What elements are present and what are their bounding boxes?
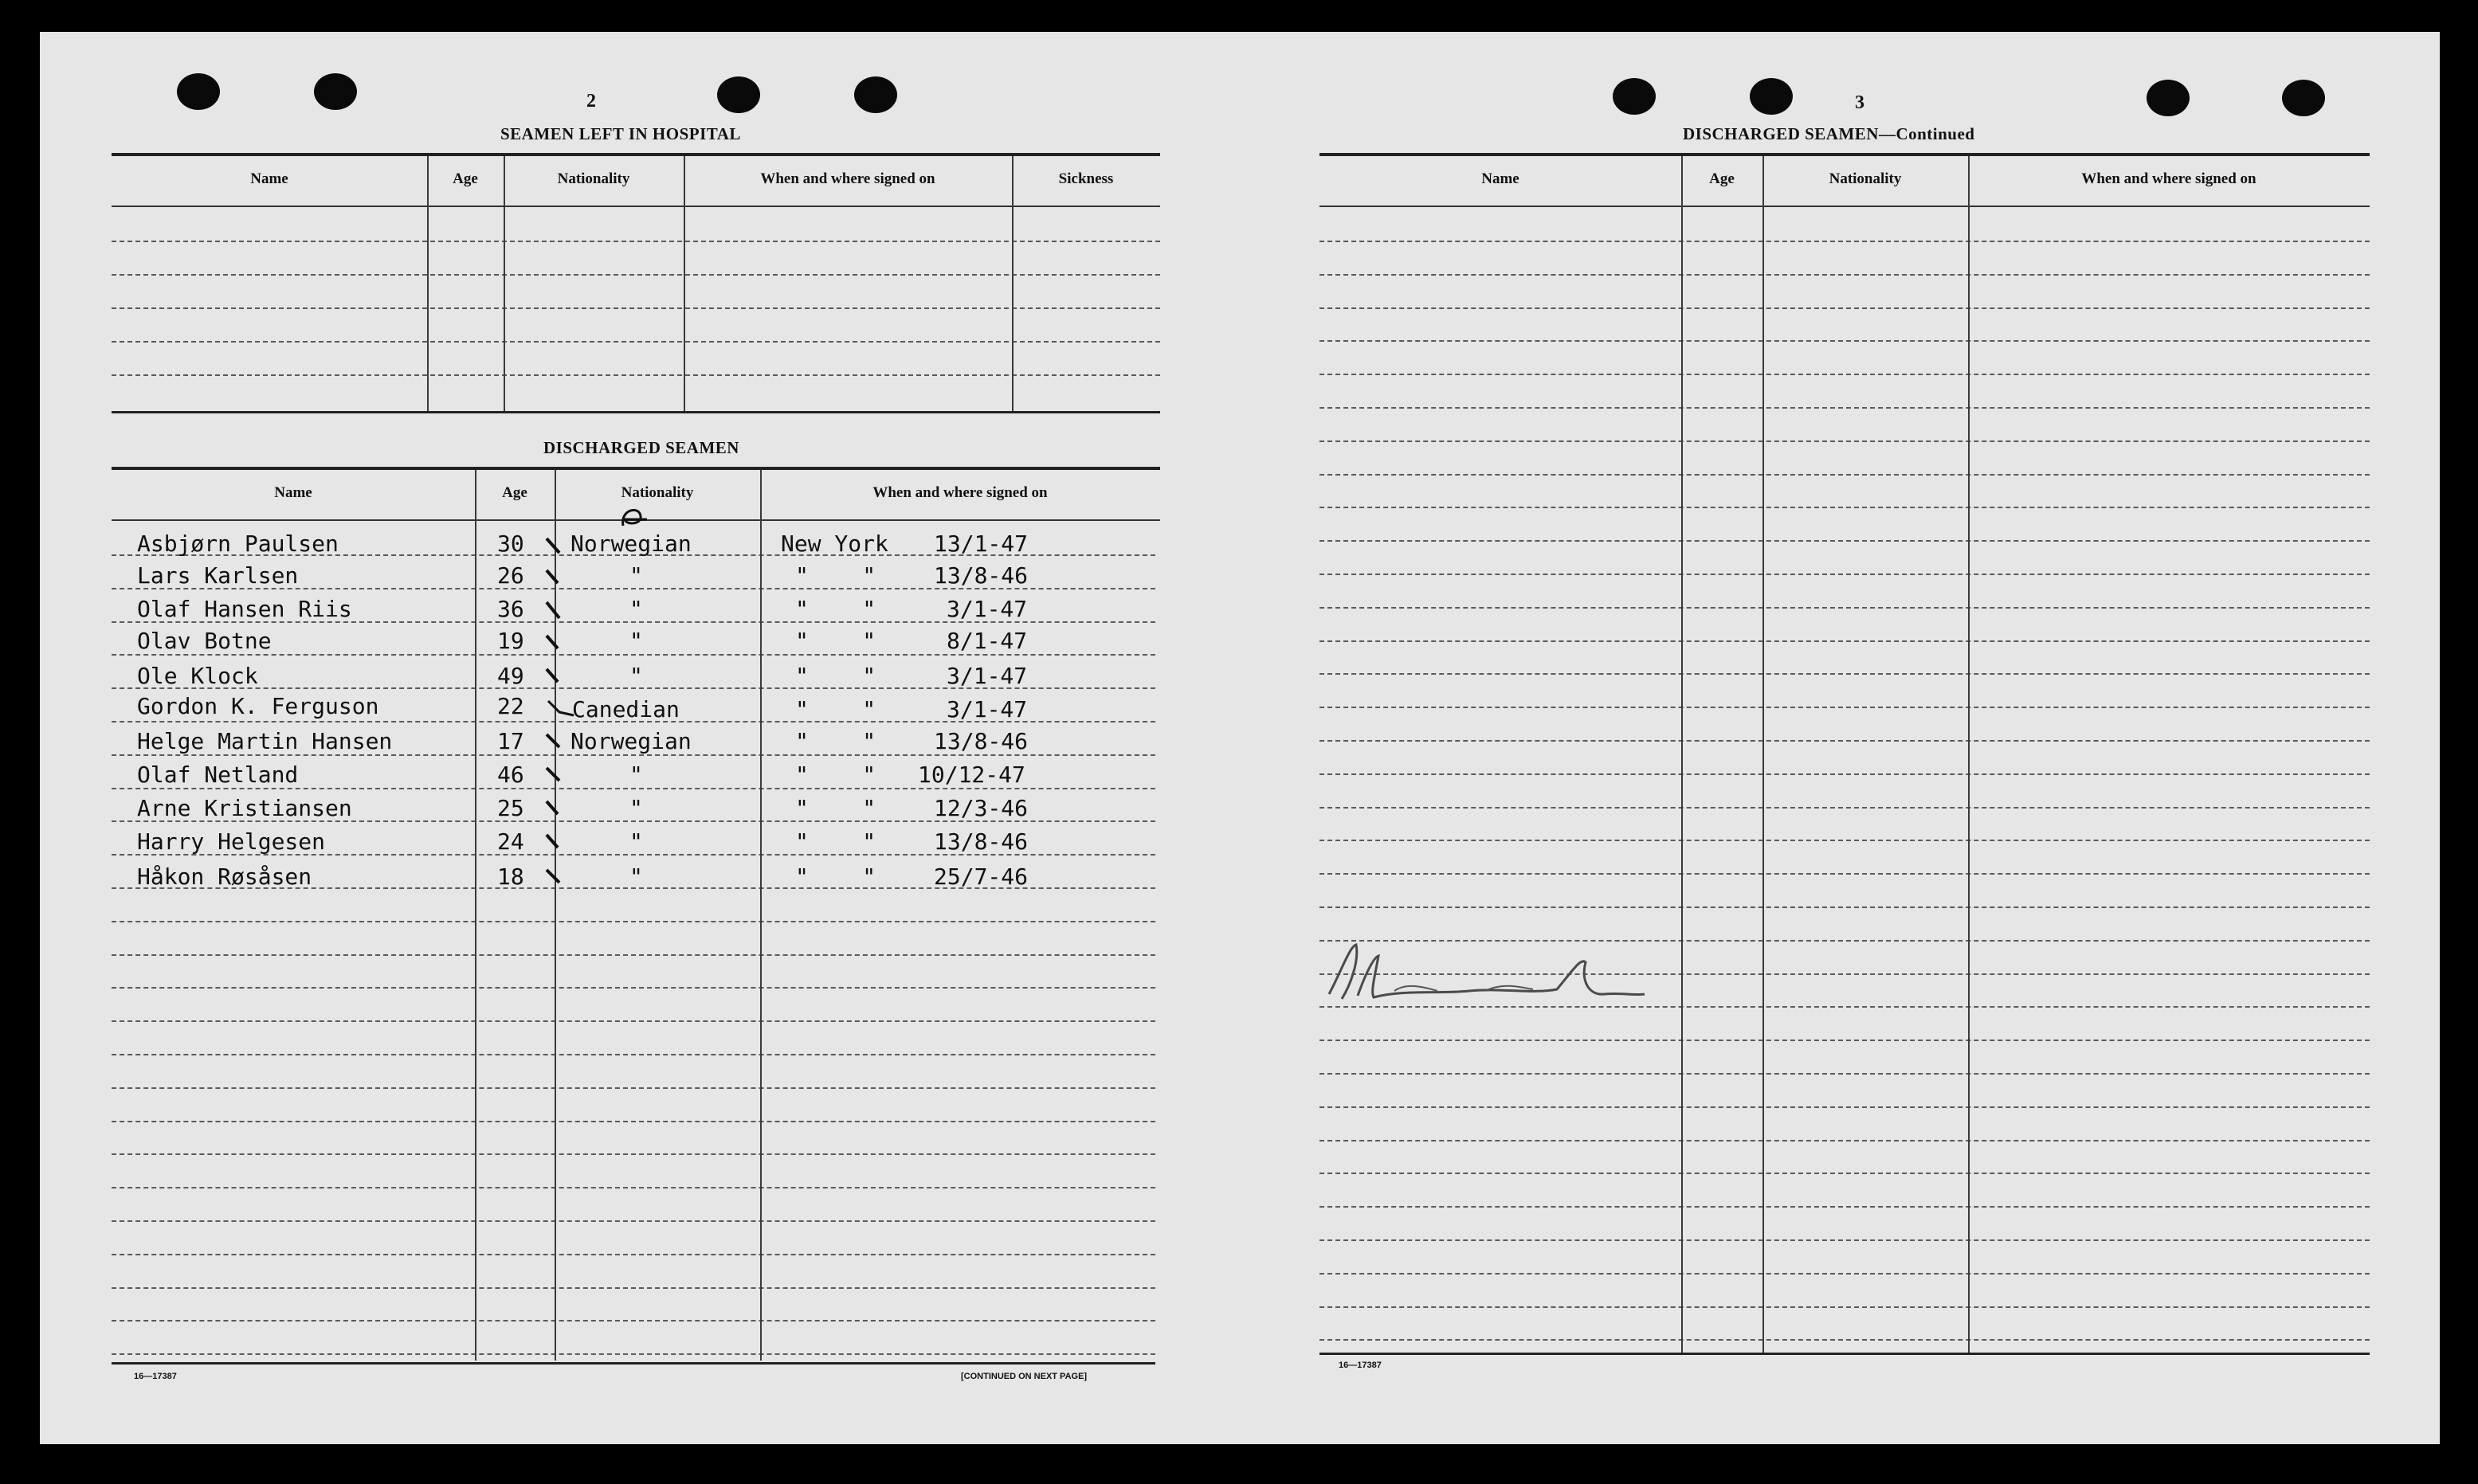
row-line: [1319, 374, 2370, 375]
signed-on-date: 13/1-47: [934, 531, 1029, 557]
seaman-age: 49: [497, 663, 524, 689]
continued-note: [CONTINUED ON NEXT PAGE]: [961, 1372, 1088, 1381]
signed-on-date: 3/1-47: [947, 663, 1028, 689]
signed-on-place: " ": [795, 696, 876, 722]
table-top-rule: [1319, 153, 2370, 156]
seaman-name: Olaf Hansen Riis: [137, 596, 352, 622]
hospital-section-title: SEAMEN LEFT IN HOSPITAL: [500, 124, 741, 143]
column-divider: [475, 470, 476, 1361]
seaman-age: 24: [497, 828, 524, 855]
row-line: [112, 1121, 1155, 1122]
row-line: [1319, 441, 2370, 442]
seaman-name: Olav Botne: [137, 628, 272, 654]
punch-hole: [854, 76, 897, 113]
row-line: [112, 274, 1160, 276]
row-line: [112, 921, 1155, 922]
header-rule: [1319, 206, 2370, 207]
column-header-age: Age: [1709, 170, 1735, 187]
punch-hole: [2282, 80, 2325, 116]
signed-on-place: " ": [795, 628, 876, 654]
row-line: [112, 374, 1160, 376]
row-line: [112, 654, 1155, 656]
seaman-nationality: Norwegian: [570, 728, 692, 754]
check-mark-column: [542, 526, 590, 892]
row-line: [112, 987, 1155, 989]
column-header-nationality: Nationality: [621, 484, 694, 501]
row-line: [1319, 1040, 2370, 1041]
column-header-signed-on: When and where signed on: [2081, 170, 2256, 187]
row-line: [1319, 906, 2370, 908]
seaman-age: 26: [497, 562, 524, 589]
signed-on-date: 25/7-46: [934, 863, 1029, 890]
row-line: [1319, 307, 2370, 309]
table-bottom-rule: [112, 411, 1160, 413]
signed-on-place: " ": [795, 863, 876, 890]
row-line: [1319, 1339, 2370, 1341]
table-top-rule: [112, 467, 1160, 470]
row-line: [112, 1220, 1155, 1222]
seaman-nationality: ": [629, 762, 643, 788]
seaman-name: Harry Helgesen: [137, 828, 326, 855]
row-line: [112, 1320, 1155, 1322]
row-line: [1319, 807, 2370, 809]
seaman-name: Olaf Netland: [137, 762, 299, 788]
column-divider: [1968, 156, 1970, 1353]
column-header-name: Name: [250, 170, 288, 187]
row-line: [1319, 1106, 2370, 1108]
signature: [1318, 938, 1653, 1010]
column-divider: [1762, 156, 1764, 1353]
page-number: 2: [586, 91, 597, 112]
row-line: [112, 788, 1155, 789]
row-line: [112, 307, 1160, 309]
row-line: [1319, 1306, 2370, 1308]
column-header-nationality: Nationality: [557, 170, 630, 187]
row-line: [112, 1254, 1155, 1255]
seaman-nationality: ": [629, 562, 643, 589]
signed-on-date: 3/1-47: [947, 596, 1028, 622]
signed-on-place: New York: [781, 531, 888, 557]
row-line: [112, 1153, 1155, 1155]
signed-on-place: " ": [795, 663, 876, 689]
row-line: [112, 341, 1160, 343]
row-line: [112, 1187, 1155, 1188]
discharged-section-title: DISCHARGED SEAMEN: [543, 438, 739, 457]
row-line: [1319, 1206, 2370, 1208]
column-header-name: Name: [274, 484, 312, 501]
row-line: [1319, 673, 2370, 675]
column-header-sickness: Sickness: [1058, 170, 1114, 187]
seaman-age: 19: [497, 628, 524, 654]
row-line: [112, 1087, 1155, 1089]
punch-hole: [1750, 78, 1793, 115]
row-line: [1319, 1140, 2370, 1141]
column-divider: [684, 156, 685, 413]
punch-hole: [717, 76, 760, 113]
signed-on-date: 10/12-47: [918, 762, 1025, 788]
row-line: [112, 1287, 1155, 1289]
seaman-name: Arne Kristiansen: [137, 795, 352, 821]
row-line: [1319, 1239, 2370, 1241]
row-line: [1319, 241, 2370, 242]
seaman-age: 18: [497, 863, 524, 890]
page-number: 3: [1855, 92, 1865, 113]
signed-on-date: 13/8-46: [934, 562, 1029, 589]
row-line: [1319, 1273, 2370, 1275]
row-line: [1319, 607, 2370, 609]
row-line: [112, 1054, 1155, 1055]
table-bottom-rule: [112, 1362, 1155, 1365]
row-line: [112, 754, 1155, 756]
punch-hole: [1613, 78, 1656, 115]
row-line: [1319, 474, 2370, 476]
seaman-name: Lars Karlsen: [137, 562, 299, 589]
row-line: [112, 1353, 1155, 1355]
signed-on-place: " ": [795, 828, 876, 855]
row-line: [1319, 773, 2370, 775]
row-line: [1319, 873, 2370, 875]
signed-on-place: " ": [795, 562, 876, 589]
seaman-name: Ole Klock: [137, 663, 258, 689]
form-number: 16—17387: [1339, 1361, 1382, 1370]
column-header-age: Age: [502, 484, 527, 501]
form-number: 16—17387: [134, 1372, 177, 1381]
header-rule: [112, 206, 1160, 207]
seaman-name: Helge Martin Hansen: [137, 728, 393, 754]
signed-on-place: " ": [795, 795, 876, 821]
seaman-nationality: Canedian: [572, 696, 680, 722]
seaman-age: 36: [497, 596, 524, 622]
seaman-age: 46: [497, 762, 524, 788]
row-line: [1319, 740, 2370, 742]
signed-on-date: 3/1-47: [947, 696, 1028, 722]
document-sheet: [40, 32, 2440, 1444]
punch-hole: [2147, 80, 2190, 116]
seaman-nationality: Norwegian: [570, 531, 692, 557]
seaman-age: 17: [497, 728, 524, 754]
column-header-name: Name: [1481, 170, 1519, 187]
seaman-nationality: ": [629, 828, 643, 855]
row-line: [1319, 574, 2370, 575]
signed-on-place: " ": [795, 728, 876, 754]
seaman-name: Håkon Røsåsen: [137, 863, 312, 890]
column-header-nationality: Nationality: [1829, 170, 1902, 187]
seaman-age: 30: [497, 531, 524, 557]
row-line: [112, 954, 1155, 956]
row-line: [1319, 840, 2370, 841]
row-line: [1319, 640, 2370, 642]
seaman-name: Gordon K. Ferguson: [137, 693, 379, 719]
signed-on-date: 13/8-46: [934, 828, 1029, 855]
signed-on-date: 12/3-46: [934, 795, 1029, 821]
seaman-age: 22: [497, 693, 524, 719]
column-header-signed-on: When and where signed on: [872, 484, 1048, 501]
discharged-continued-title: DISCHARGED SEAMEN—Continued: [1683, 124, 1975, 143]
pen-loop-mark: [615, 502, 655, 531]
seaman-name: Asbjørn Paulsen: [137, 531, 339, 557]
signed-on-date: 8/1-47: [947, 628, 1028, 654]
seaman-nationality: ": [629, 596, 643, 622]
column-divider: [760, 470, 762, 1361]
seaman-nationality: ": [629, 628, 643, 654]
signed-on-place: " ": [795, 596, 876, 622]
column-header-age: Age: [453, 170, 478, 187]
column-divider: [427, 156, 429, 413]
column-divider: [504, 156, 505, 413]
column-divider: [1681, 156, 1683, 1353]
table-top-rule: [112, 153, 1160, 156]
row-line: [1319, 1173, 2370, 1174]
column-divider: [1012, 156, 1014, 413]
punch-hole: [314, 73, 357, 110]
row-line: [1319, 407, 2370, 409]
column-header-signed-on: When and where signed on: [760, 170, 935, 187]
seaman-nationality: ": [629, 795, 643, 821]
row-line: [1319, 274, 2370, 276]
seaman-nationality: ": [629, 863, 643, 890]
row-line: [112, 1020, 1155, 1022]
row-line: [1319, 707, 2370, 708]
signed-on-place: " ": [795, 762, 876, 788]
seaman-age: 25: [497, 795, 524, 821]
signed-on-date: 13/8-46: [934, 728, 1029, 754]
row-line: [1319, 540, 2370, 542]
seaman-nationality: ": [629, 663, 643, 689]
row-line: [112, 241, 1160, 242]
punch-hole: [177, 73, 220, 110]
table-bottom-rule: [1319, 1353, 2370, 1355]
row-line: [1319, 340, 2370, 342]
row-line: [1319, 507, 2370, 508]
row-line: [1319, 1073, 2370, 1075]
